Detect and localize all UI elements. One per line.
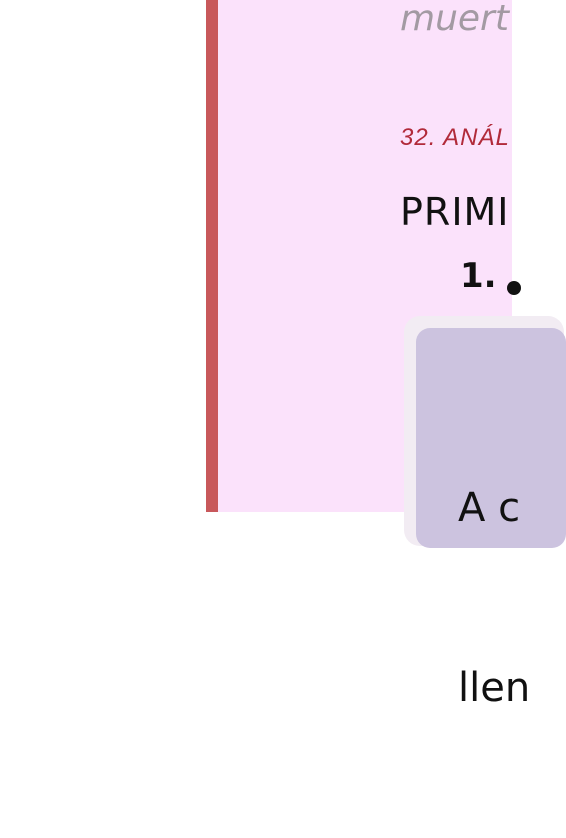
bullet-dot <box>507 281 521 295</box>
faded-word: muert <box>400 0 509 39</box>
callout-line-2: llen <box>458 665 531 711</box>
callout-text <box>458 358 534 838</box>
margin-rule <box>206 0 218 512</box>
callout-line-1: A c <box>458 485 521 531</box>
sub-heading: PRIMI <box>400 190 510 234</box>
left-margin <box>0 0 206 512</box>
section-heading: 32. ANÁL <box>400 124 510 151</box>
content-area <box>218 0 531 711</box>
list-number: 1. <box>460 256 497 296</box>
